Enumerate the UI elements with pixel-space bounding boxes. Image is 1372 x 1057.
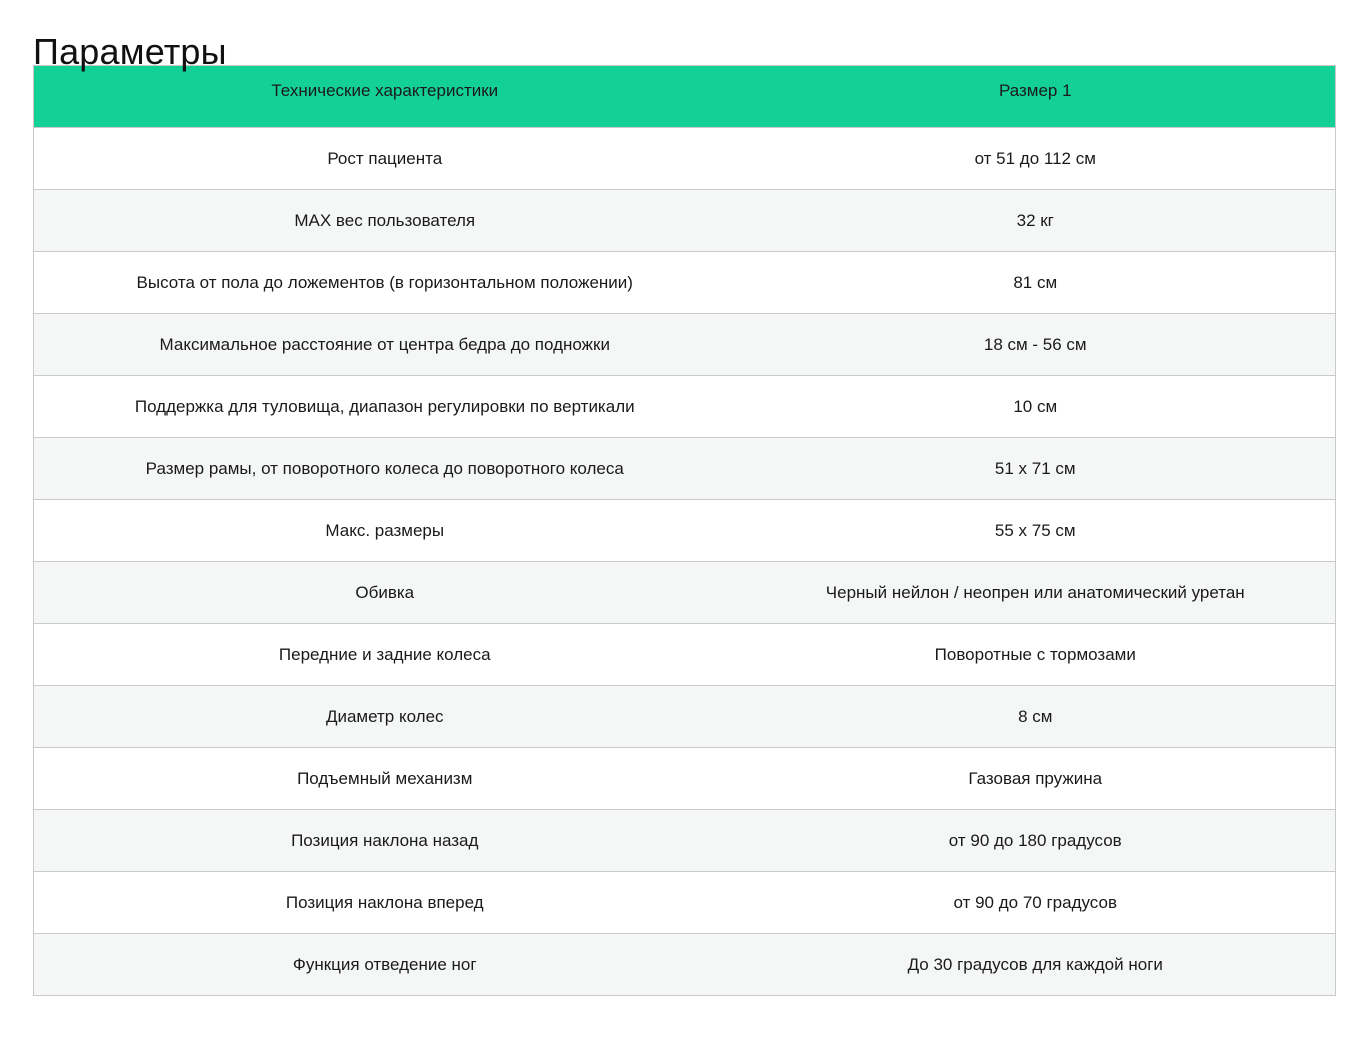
table-row <box>34 376 1336 438</box>
param-value: Поворотные с тормозами <box>736 624 1336 686</box>
param-name: Передние и задние колеса <box>34 624 736 686</box>
param-name: Диаметр колес <box>34 686 736 748</box>
param-value: До 30 градусов для каждой ноги <box>736 934 1336 996</box>
param-name: Функция отведение ног <box>34 934 736 996</box>
param-name: Позиция наклона назад <box>34 810 736 872</box>
table-row <box>34 624 1336 686</box>
param-value: 8 см <box>736 686 1336 748</box>
table-row <box>34 128 1336 190</box>
header-size: Размер 1 <box>736 66 1336 128</box>
table-row <box>34 810 1336 872</box>
param-name: Макс. размеры <box>34 500 736 562</box>
table-row <box>34 872 1336 934</box>
param-name: Поддержка для туловища, диапазон регулировки по вертикали <box>34 376 736 438</box>
page-title: Параметры <box>33 31 227 72</box>
param-name: Размер рамы, от поворотного колеса до поворотного колеса <box>34 438 736 500</box>
param-value: от 90 до 70 градусов <box>736 872 1336 934</box>
table-row <box>34 314 1336 376</box>
param-name: Позиция наклона вперед <box>34 872 736 934</box>
param-value: Газовая пружина <box>736 748 1336 810</box>
param-value: от 90 до 180 градусов <box>736 810 1336 872</box>
param-name: Подъемный механизм <box>34 748 736 810</box>
table-header-row <box>34 66 1336 128</box>
param-value: 51 x 71 см <box>736 438 1336 500</box>
param-value: 18 см - 56 см <box>736 314 1336 376</box>
param-value: Черный нейлон / неопрен или анатомический уретан <box>736 562 1336 624</box>
param-value: 32 кг <box>736 190 1336 252</box>
table-row <box>34 500 1336 562</box>
header-characteristics: Технические характеристики <box>34 66 736 128</box>
table-row <box>34 438 1336 500</box>
table-row <box>34 190 1336 252</box>
param-value: от 51 до 112 см <box>736 128 1336 190</box>
param-value: 81 см <box>736 252 1336 314</box>
table-row <box>34 748 1336 810</box>
table-row <box>34 934 1336 996</box>
param-name: Высота от пола до ложементов (в горизонтальном положении) <box>34 252 736 314</box>
param-name: Максимальное расстояние от центра бедра до подножки <box>34 314 736 376</box>
param-value: 55 x 75 см <box>736 500 1336 562</box>
param-value: 10 см <box>736 376 1336 438</box>
parameters-table <box>33 65 1336 996</box>
table-row <box>34 562 1336 624</box>
param-name: MAX вес пользователя <box>34 190 736 252</box>
table-row <box>34 686 1336 748</box>
param-name: Обивка <box>34 562 736 624</box>
param-name: Рост пациента <box>34 128 736 190</box>
table-row <box>34 252 1336 314</box>
